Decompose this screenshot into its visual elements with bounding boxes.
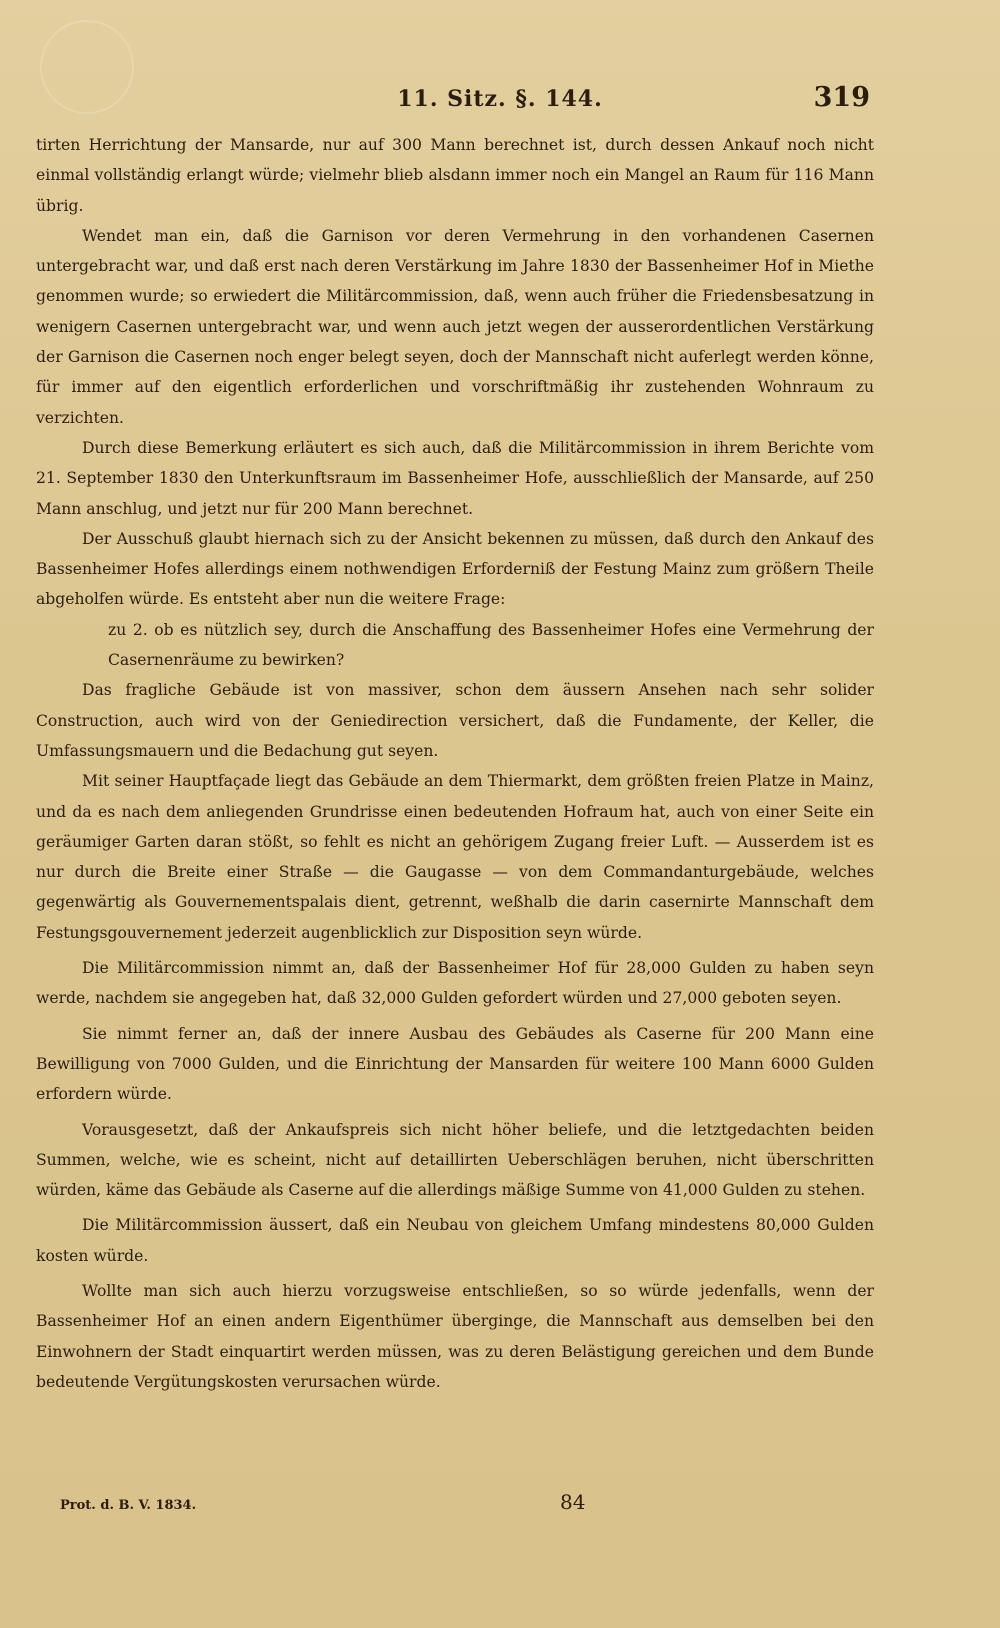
paragraph: Vorausgesetzt, daß der Ankaufspreis sich nicht höher beliefe, und die letztgedachten beiden Summen, welche, wie es scheint, nicht auf detaillirten Ueberschlägen beruhen, nicht überschritten würden, käme das Gebäude als Caserne auf die allerdings mäßige Summe von 41,000 Gulden zu stehen. (36, 1120, 874, 1200)
paragraph: Die Militärcommission äussert, daß ein Neubau von gleichem Umfang mindestens 80,000 Gulden kosten würde. (36, 1216, 874, 1265)
paragraph: Der Ausschuß glaubt hiernach sich zu der Ansicht bekennen zu müssen, daß durch den Ankauf des Bassenheimer Hofes allerdings einem nothwendigen Erforderniß der Festung Mainz zum größern Theile abgeholfen würde. Es entsteht aber nun die weitere Frage: (36, 529, 874, 609)
paragraph: Sie nimmt ferner an, daß der innere Ausbau des Gebäudes als Caserne für 200 Mann eine Bewilligung von 7000 Gulden, und die Einrichtung der Mansarden für weitere 100 Mann 6000 Gulden erfordern würde. (36, 1024, 874, 1104)
paragraph: Die Militärcommission nimmt an, daß der Bassenheimer Hof für 28,000 Gulden zu haben seyn werde, nachdem sie angegeben hat, daß 32,000 Gulden gefordert würden und 27,000 geboten seyen. (36, 959, 874, 1008)
sitting-reference: 11. Sitz. §. 144. (397, 86, 603, 112)
paragraph: Wollte man sich auch hierzu vorzugsweise entschließen, so so würde jedenfalls, wenn der Bassenheimer Hof an einen andern Eigenthümer überginge, die Mannschaft aus demselben bei den Einwohnern der Stadt einquartirt werden müssen, was zu deren Belästigung gereichen und dem Bunde bedeutende Vergütungskosten verursachen würde. (36, 1281, 874, 1391)
running-header (0, 82, 1000, 122)
question-item: zu 2. ob es nützlich sey, durch die Anschaffung des Bassenheimer Hofes eine Vermehrung der Casernenräume zu bewirken? (108, 620, 874, 670)
sheet-signature: 84 (560, 1490, 586, 1514)
imprint-line: Prot. d. B. V. 1834. (60, 1498, 197, 1513)
paragraph: Mit seiner Hauptfaçade liegt das Gebäude an dem Thiermarkt, dem größten freien Platze in Mainz, und da es nach dem anliegenden Grundrisse einen bedeutenden Hofraum hat, auch von einer Seite ein geräumiger Garten daran stößt, so fehlt es nicht an gehörigem Zugang freier Luft. — Ausserdem ist es nur durch die Breite einer Straße — die Gaugasse — von dem Commandanturgebäude, welches gegenwärtig als Gouvernementspalais dient, getrennt, weßhalb die darin casernirte Mannschaft dem Festungsgouvernement jederzeit augenblicklich zur Disposition seyn würde. (36, 772, 874, 942)
paragraph: Das fragliche Gebäude ist von massiver, schon dem äussern Ansehen nach sehr solider Construction, auch wird von der Geniedirection versichert, daß die Fundamente, der Keller, die Umfassungsmauern und die Bedachung gut seyen. (36, 681, 874, 760)
paragraph: Wendet man ein, daß die Garnison vor deren Vermehrung in den vorhandenen Casernen untergebracht war, und daß erst nach deren Verstärkung im Jahre 1830 der Bassenheimer Hof in Miethe genommen wurde; so erwiedert die Militärcommission, daß, wenn auch früher die Friedensbesatzung in wenigern Casernen untergebracht war, und wenn auch jetzt wegen der ausserordentlichen Verstärkung der Garnison die Casernen noch enger belegt seyen, doch der Mannschaft nicht auferlegt werden könne, für immer auf den eigentlich erforderlichen und vorschriftmäßig ihr zustehenden Wohnraum zu verzichten. (36, 226, 874, 427)
body-text (36, 130, 874, 1397)
page-number: 319 (813, 82, 870, 113)
page-footer (60, 1490, 880, 1520)
paragraph: Durch diese Bemerkung erläutert es sich auch, daß die Militärcommission in ihrem Berichte vom 21. September 1830 den Unterkunftsraum im Bassenheimer Hofe, ausschließlich der Mansarde, auf 250 Mann anschlug, und jetzt nur für 200 Mann berechnet. (36, 438, 874, 518)
paragraph-continuation: tirten Herrichtung der Mansarde, nur auf 300 Mann berechnet ist, durch dessen Ankauf noch nicht einmal vollständig erlangt würde; vielmehr blieb alsdann immer noch ein Mangel an Raum für 116 Mann übrig. (36, 136, 874, 215)
